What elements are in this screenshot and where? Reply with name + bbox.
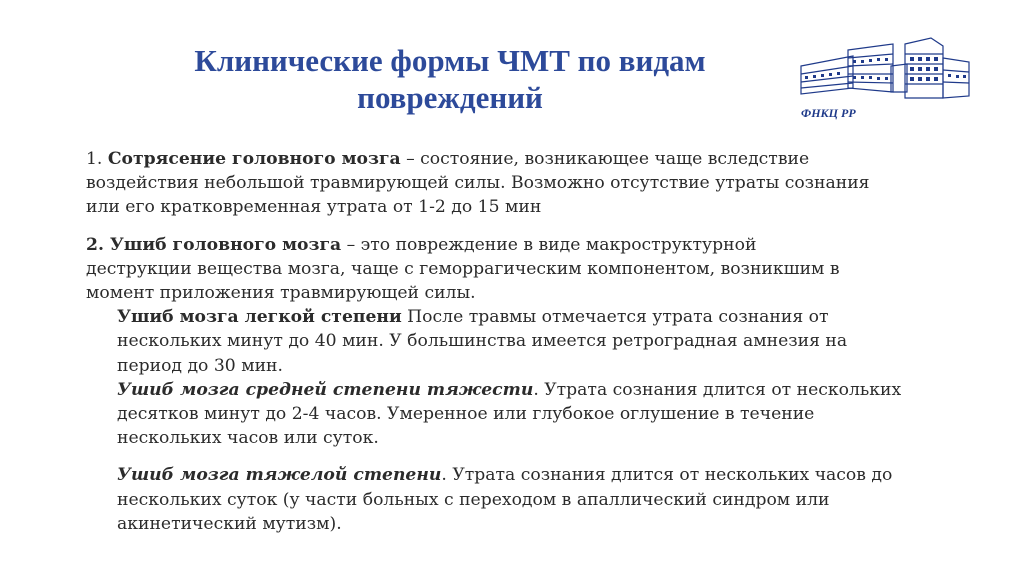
severe-line-1: . Утрата сознания длится от нескольких часов до [441, 465, 893, 486]
mild-line-1: После травмы отмечается утрата сознания от [401, 307, 829, 328]
item-severe [86, 463, 936, 536]
title-line-2: повреждений [357, 80, 543, 115]
severe-line-2: нескольких суток (у части больных с переходом в апаллический синдром или [117, 489, 830, 510]
concussion-line-2: воздействия небольшой травмирующей силы. Возможно отсутствие утраты сознания [86, 173, 870, 194]
slide-body [86, 147, 936, 536]
contusion-line-1: – это повреждение в виде макроструктурной [341, 234, 757, 255]
item-mild [86, 305, 936, 378]
term-moderate: Ушиб мозга средней степени тяжести [117, 379, 534, 400]
moderate-line-2: десятков минут до 2-4 часов. Умеренное или глубокое оглушение в течение [117, 404, 815, 425]
moderate-line-1: . Утрата сознания длится от нескольких [533, 379, 902, 400]
logo-label: ФНКЦ РР [801, 106, 856, 120]
concussion-line-1: – состояние, возникающее чаще вследствие [400, 149, 810, 169]
severe-line-3: акинетический мутизм). [117, 513, 342, 534]
term-concussion: Сотрясение головного мозга [107, 149, 401, 169]
item-number: 1. [86, 149, 108, 169]
term-severe: Ушиб мозга тяжелой степени [117, 465, 442, 486]
slide-title [120, 42, 780, 116]
item-concussion [86, 147, 936, 220]
logo [793, 36, 973, 136]
term-mild: Ушиб мозга легкой степени [117, 307, 402, 328]
moderate-line-3: нескольких часов или суток. [117, 428, 379, 449]
building-icon [793, 36, 973, 106]
term-contusion: 2. Ушиб головного мозга [86, 234, 342, 255]
contusion-line-2: деструкции вещества мозга, чаще с геморрагическим компонентом, возникшим в [86, 258, 840, 279]
title-line-1: Клинические формы ЧМТ по видам [194, 43, 706, 78]
contusion-line-3: момент приложения травмирующей силы. [86, 283, 476, 304]
item-moderate [86, 378, 936, 451]
mild-line-3: период до 30 мин. [117, 355, 283, 376]
mild-line-2: нескольких минут до 40 мин. У большинства имеется ретроградная амнезия на [117, 331, 848, 352]
concussion-line-3: или его кратковременная утрата от 1-2 до 15 мин [86, 197, 542, 218]
item-contusion [86, 233, 936, 306]
